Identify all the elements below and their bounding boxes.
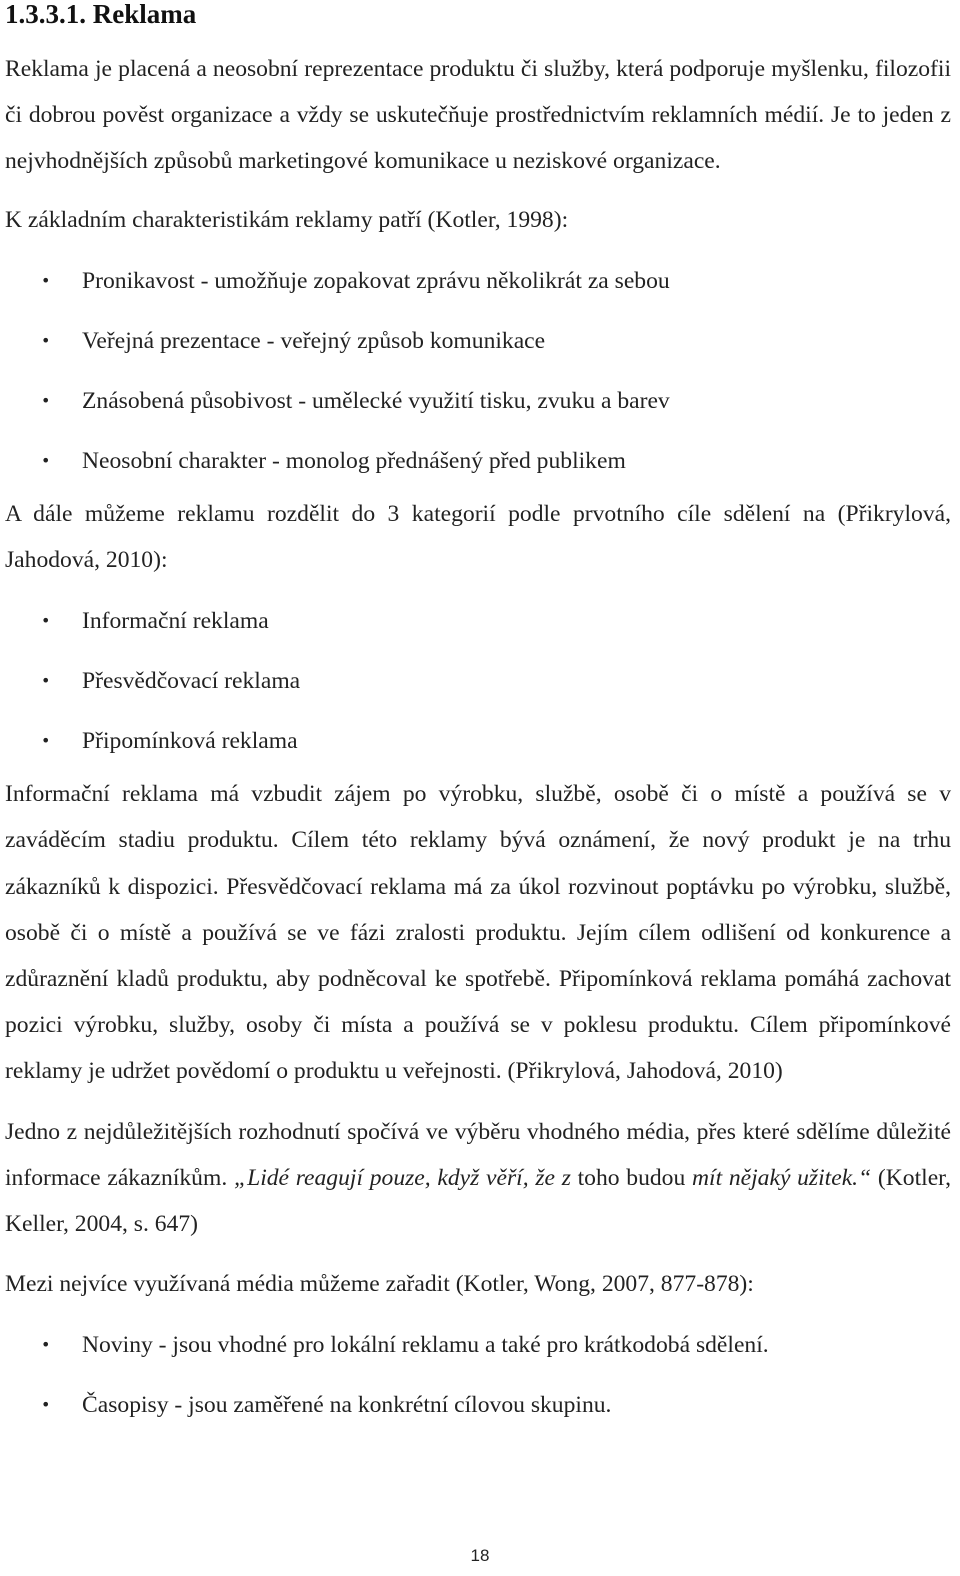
quote-italic-start: „Lidé reagují pouze, když věří, že z: [233, 1164, 571, 1191]
quote-middle-text: toho budou: [570, 1164, 692, 1191]
bullet-icon: •: [41, 1335, 51, 1355]
bullet-icon: •: [41, 731, 51, 751]
list-item-text: Přesvědčovací reklama: [82, 668, 301, 695]
list-item-text: Noviny - jsou vhodné pro lokální reklamu a také pro krátkodobá sdělení.: [82, 1332, 769, 1359]
quote-paragraph: [5, 1109, 951, 1248]
list-item-text: Znásobená působivost - umělecké využití tisku, zvuku a barev: [82, 387, 670, 414]
bullet-icon: •: [41, 1395, 51, 1415]
list-item-text: Neosobní charakter - monolog přednášený před publikem: [82, 447, 626, 474]
quote-italic-end: mít nějaký užitek.“: [691, 1164, 872, 1191]
categories-list: [5, 591, 951, 771]
page-number: 18: [470, 1546, 490, 1565]
section-heading: 1.3.3.1. Reklama: [5, 0, 197, 29]
list-item: [5, 1315, 951, 1375]
quote-citation: (Kotler, Keller, 2004, s. 647): [5, 1164, 951, 1238]
characteristics-lead: K základním charakteristikám reklamy patří (Kotler, 1998):: [5, 206, 569, 233]
bullet-icon: •: [41, 390, 51, 410]
list-item-text: Veřejná prezentace - veřejný způsob komunikace: [82, 327, 546, 354]
list-item: [5, 251, 951, 311]
bullet-icon: •: [41, 450, 51, 470]
list-item: [5, 311, 951, 371]
intro-paragraph: Reklama je placená a neosobní reprezentace produktu či služby, která podporuje myšlenku, filozofii či dobrou pověst organizace a vždy se uskutečňuje prostřednictvím reklamních médií. Je to jeden z nejvhodnějších způsobů marketingové komunikace u neziskové organizace.: [5, 56, 951, 175]
list-item: [5, 591, 951, 651]
bullet-icon: •: [41, 270, 51, 290]
media-lead: Mezi nejvíce využívaná média můžeme zařadit (Kotler, Wong, 2007, 877-878):: [5, 1271, 754, 1298]
list-item-text: Připomínková reklama: [82, 728, 298, 755]
list-item: [5, 431, 951, 491]
list-item: [5, 651, 951, 711]
bullet-icon: •: [41, 671, 51, 691]
list-item-text: Informační reklama: [82, 608, 269, 635]
explanation-paragraph: Informační reklama má vzbudit zájem po výrobku, službě, osobě či o místě a používá se v zaváděcím stadiu produktu. Cílem této reklamy bývá oznámení, že nový produkt je na trhu zákazníků k dispozici. Přesvědčovací reklama má za úkol rozvinout poptávku po výrobku, službě, osobě či o místě a používá se ve fázi zralosti produktu. Jejím cílem odlišení od konkurence a zdůraznění kladů produktu, aby podněcoval ke spotřebě. Připomínková reklama pomáhá zachovat pozici výrobku, služby, osoby či místa a používá se v poklesu produktu. Cílem připomínkové reklamy je udržet povědomí o produktu u veřejnosti. (Přikrylová, Jahodová, 2010): [5, 781, 951, 1085]
bullet-icon: •: [41, 611, 51, 631]
bullet-icon: •: [41, 330, 51, 350]
list-item-text: Časopisy - jsou zaměřené na konkrétní cílovou skupinu.: [82, 1392, 612, 1419]
quote-before-text: Jedno z nejdůležitějších rozhodnutí spočívá ve výběru vhodného média, přes které sdělíme důležité informace zákazníkům.: [5, 1118, 951, 1191]
list-item: [5, 371, 951, 431]
categories-lead: A dále můžeme reklamu rozdělit do 3 kategorií podle prvotního cíle sdělení na (Přikrylová, Jahodová, 2010):: [5, 500, 951, 574]
media-list: [5, 1315, 951, 1435]
list-item: [5, 1375, 951, 1435]
characteristics-list: [5, 251, 951, 491]
list-item-text: Pronikavost - umožňuje zopakovat zprávu několikrát za sebou: [82, 267, 670, 294]
list-item: [5, 711, 951, 771]
document-page: [5, 0, 951, 1435]
